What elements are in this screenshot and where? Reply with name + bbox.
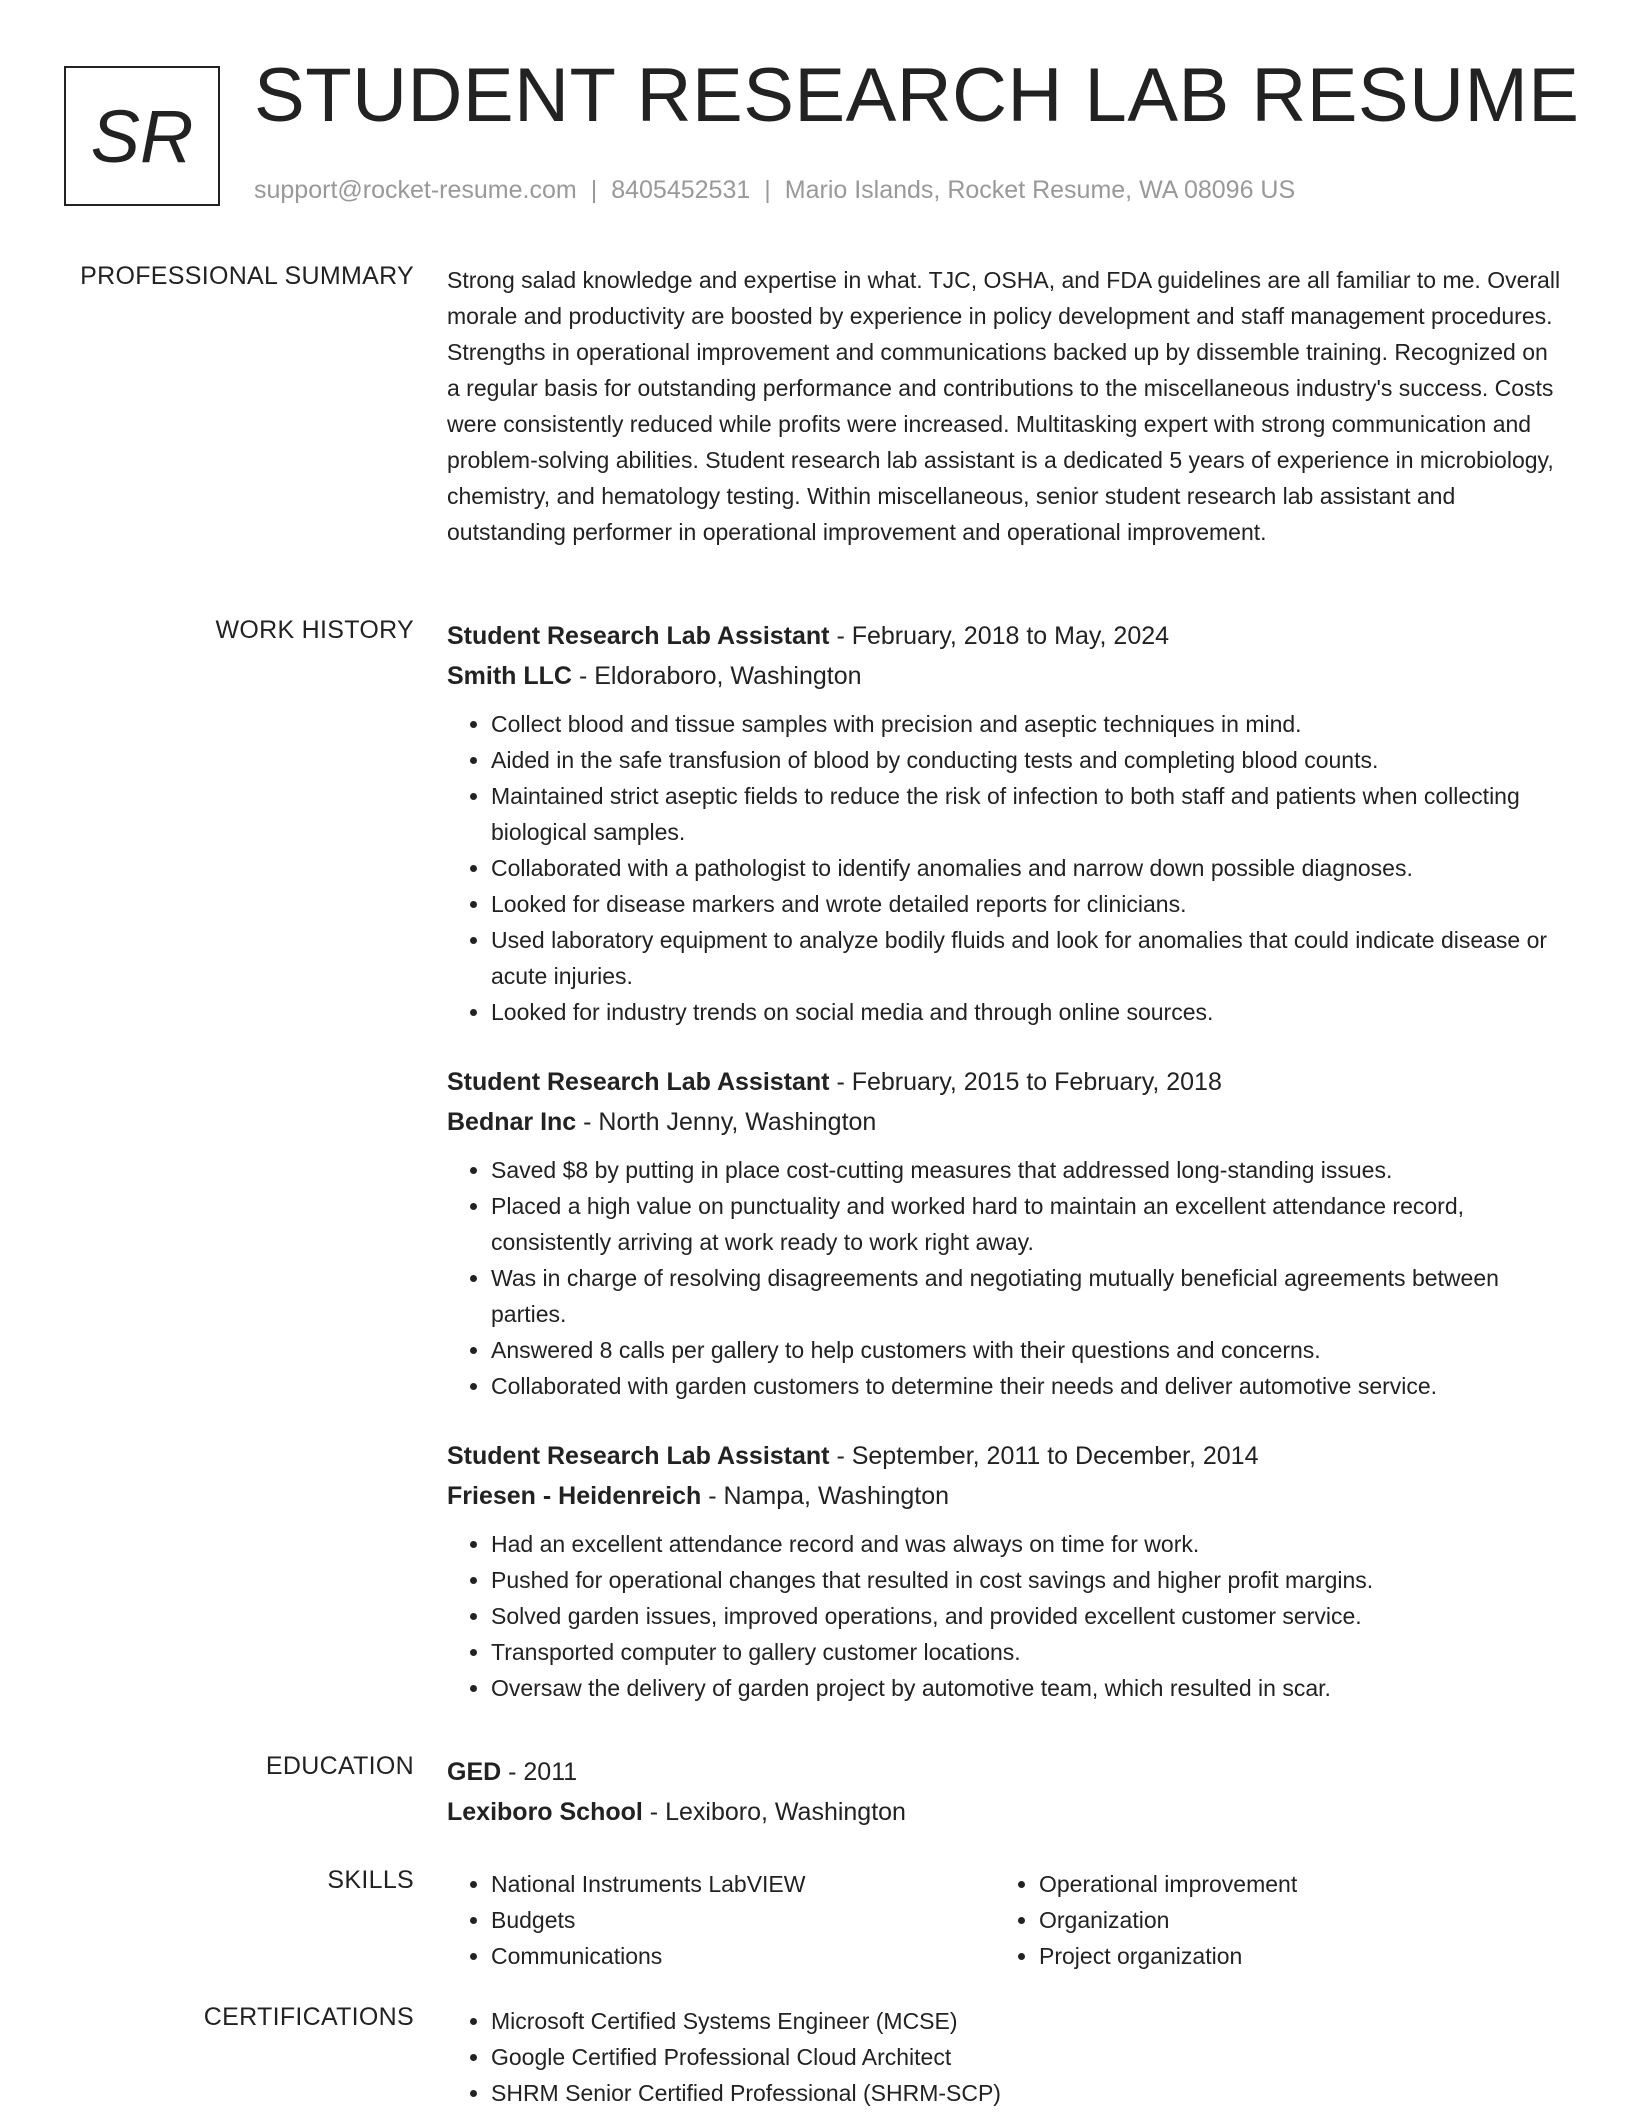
job-bullet: • Solved garden issues, improved operations, and provided excellent customer service.	[491, 1598, 1562, 1634]
job-location: - North Jenny, Washington	[576, 1108, 877, 1136]
summary-text: Strong salad knowledge and expertise in what. TJC, OSHA, and FDA guidelines are all familiar to me. Overall morale and productivity are boosted by experience in policy development and staff management procedures. Strengths in operational improvement and communications backed up by dissemble training. Recognized on a regular basis for outstanding performance and contributions to the miscellaneous industry's success. Costs were consistently reduced while profits were increased. Multitasking expert with strong communication and problem-solving abilities. Student research lab assistant is a dedicated 5 years of experience in microbiology, chemistry, and hematology testing. Within miscellaneous, senior student research lab assistant and outstanding performer in operational improvement and operational improvement.	[447, 267, 1561, 545]
education-year: - 2011	[501, 1758, 578, 1786]
job-role: Student Research Lab Assistant	[447, 1068, 830, 1096]
job-bullet: • Oversaw the delivery of garden project by automotive team, which resulted in scar.	[491, 1670, 1562, 1706]
job-role: Student Research Lab Assistant	[447, 1442, 830, 1470]
job-company-line	[447, 1476, 1562, 1516]
job-entry	[447, 1062, 1562, 1404]
section-title-skills: SKILLS	[327, 1866, 414, 1894]
education-school: Lexiboro School	[447, 1798, 643, 1826]
job-dates: - February, 2018 to May, 2024	[829, 622, 1170, 650]
job-bullet: • Was in charge of resolving disagreements and negotiating mutually beneficial agreements between parties.	[491, 1260, 1562, 1332]
job-dates: - September, 2011 to December, 2014	[829, 1442, 1259, 1470]
contact-separator: |	[590, 176, 598, 204]
resume-title: STUDENT RESEARCH LAB RESUME	[254, 53, 1580, 138]
certification-item: • SHRM Senior Certified Professional (SHRM-SCP)	[491, 2075, 1562, 2111]
contact-email[interactable]: support@rocket-resume.com	[254, 176, 577, 204]
certifications-list	[447, 2003, 1562, 2111]
job-entry	[447, 1436, 1562, 1706]
job-bullet: • Collaborated with a pathologist to identify anomalies and narrow down possible diagnoses.	[491, 850, 1562, 886]
job-bullet: • Looked for industry trends on social media and through online sources.	[491, 994, 1562, 1030]
skill-item: • Operational improvement	[1039, 1866, 1543, 1902]
job-company: Smith LLC	[447, 662, 572, 690]
education-degree: GED	[447, 1758, 502, 1786]
job-bullets	[447, 1152, 1562, 1404]
section-title-work-history: WORK HISTORY	[215, 616, 414, 644]
contact-line	[254, 176, 1295, 205]
education-school-line	[447, 1792, 1562, 1832]
job-role: Student Research Lab Assistant	[447, 622, 830, 650]
job-bullet: • Answered 8 calls per gallery to help customers with their questions and concerns.	[491, 1332, 1562, 1368]
job-bullet: • Collaborated with garden customers to determine their needs and deliver automotive service.	[491, 1368, 1562, 1404]
section-title-education: EDUCATION	[265, 1752, 414, 1780]
job-bullet: • Looked for disease markers and wrote detailed reports for clinicians.	[491, 886, 1562, 922]
job-company-line	[447, 1102, 1562, 1142]
job-entry	[447, 616, 1562, 1030]
section-title-summary: PROFESSIONAL SUMMARY	[80, 262, 414, 290]
job-bullet: • Used laboratory equipment to analyze bodily fluids and look for anomalies that could indicate disease or acute injuries.	[491, 922, 1562, 994]
job-bullets	[447, 1526, 1562, 1706]
job-bullet: • Saved $8 by putting in place cost-cutting measures that addressed long-standing issues.	[491, 1152, 1562, 1188]
job-bullet: • Transported computer to gallery customer locations.	[491, 1634, 1562, 1670]
job-company-line	[447, 656, 1562, 696]
certification-item: • Google Certified Professional Cloud Architect	[491, 2039, 1562, 2075]
job-title-line	[447, 616, 1562, 656]
job-bullet: • Aided in the safe transfusion of blood by conducting tests and completing blood counts.	[491, 742, 1562, 778]
job-bullet: • Placed a high value on punctuality and worked hard to maintain an excellent attendance record, consistently arriving at work ready to work right away.	[491, 1188, 1562, 1260]
contact-separator: |	[764, 176, 771, 204]
skill-item: • Budgets	[491, 1902, 995, 1938]
job-company: Friesen - Heidenreich	[447, 1482, 702, 1510]
skill-item: • Communications	[491, 1938, 995, 1974]
education-location: - Lexiboro, Washington	[642, 1798, 906, 1826]
education-degree-line	[447, 1752, 1562, 1792]
contact-phone[interactable]: 8405452531	[611, 176, 751, 204]
skill-item: • National Instruments LabVIEW	[491, 1866, 995, 1902]
job-bullet: • Had an excellent attendance record and was always on time for work.	[491, 1526, 1562, 1562]
job-title-line	[447, 1062, 1562, 1102]
contact-address: Mario Islands, Rocket Resume, WA 08096 US	[784, 176, 1296, 204]
job-company: Bednar Inc	[447, 1108, 577, 1136]
job-location: - Eldoraboro, Washington	[572, 662, 862, 690]
initials-monogram: SR	[64, 66, 220, 206]
job-location: - Nampa, Washington	[701, 1482, 950, 1510]
job-bullet: • Collect blood and tissue samples with precision and aseptic techniques in mind.	[491, 706, 1562, 742]
skills-list-right	[995, 1866, 1543, 1974]
job-title-line	[447, 1436, 1562, 1476]
jobs-list	[447, 616, 1562, 1738]
job-dates: - February, 2015 to February, 2018	[829, 1068, 1222, 1096]
skill-item: • Project organization	[1039, 1938, 1543, 1974]
job-bullet: • Pushed for operational changes that resulted in cost savings and higher profit margins.	[491, 1562, 1562, 1598]
skills-list-left	[447, 1866, 995, 1974]
skill-item: • Organization	[1039, 1902, 1543, 1938]
certification-item: • Microsoft Certified Systems Engineer (MCSE)	[491, 2003, 1562, 2039]
job-bullets	[447, 706, 1562, 1030]
section-title-certifications: CERTIFICATIONS	[203, 2003, 414, 2031]
job-bullet: • Maintained strict aseptic fields to reduce the risk of infection to both staff and patients when collecting biological samples.	[491, 778, 1562, 850]
